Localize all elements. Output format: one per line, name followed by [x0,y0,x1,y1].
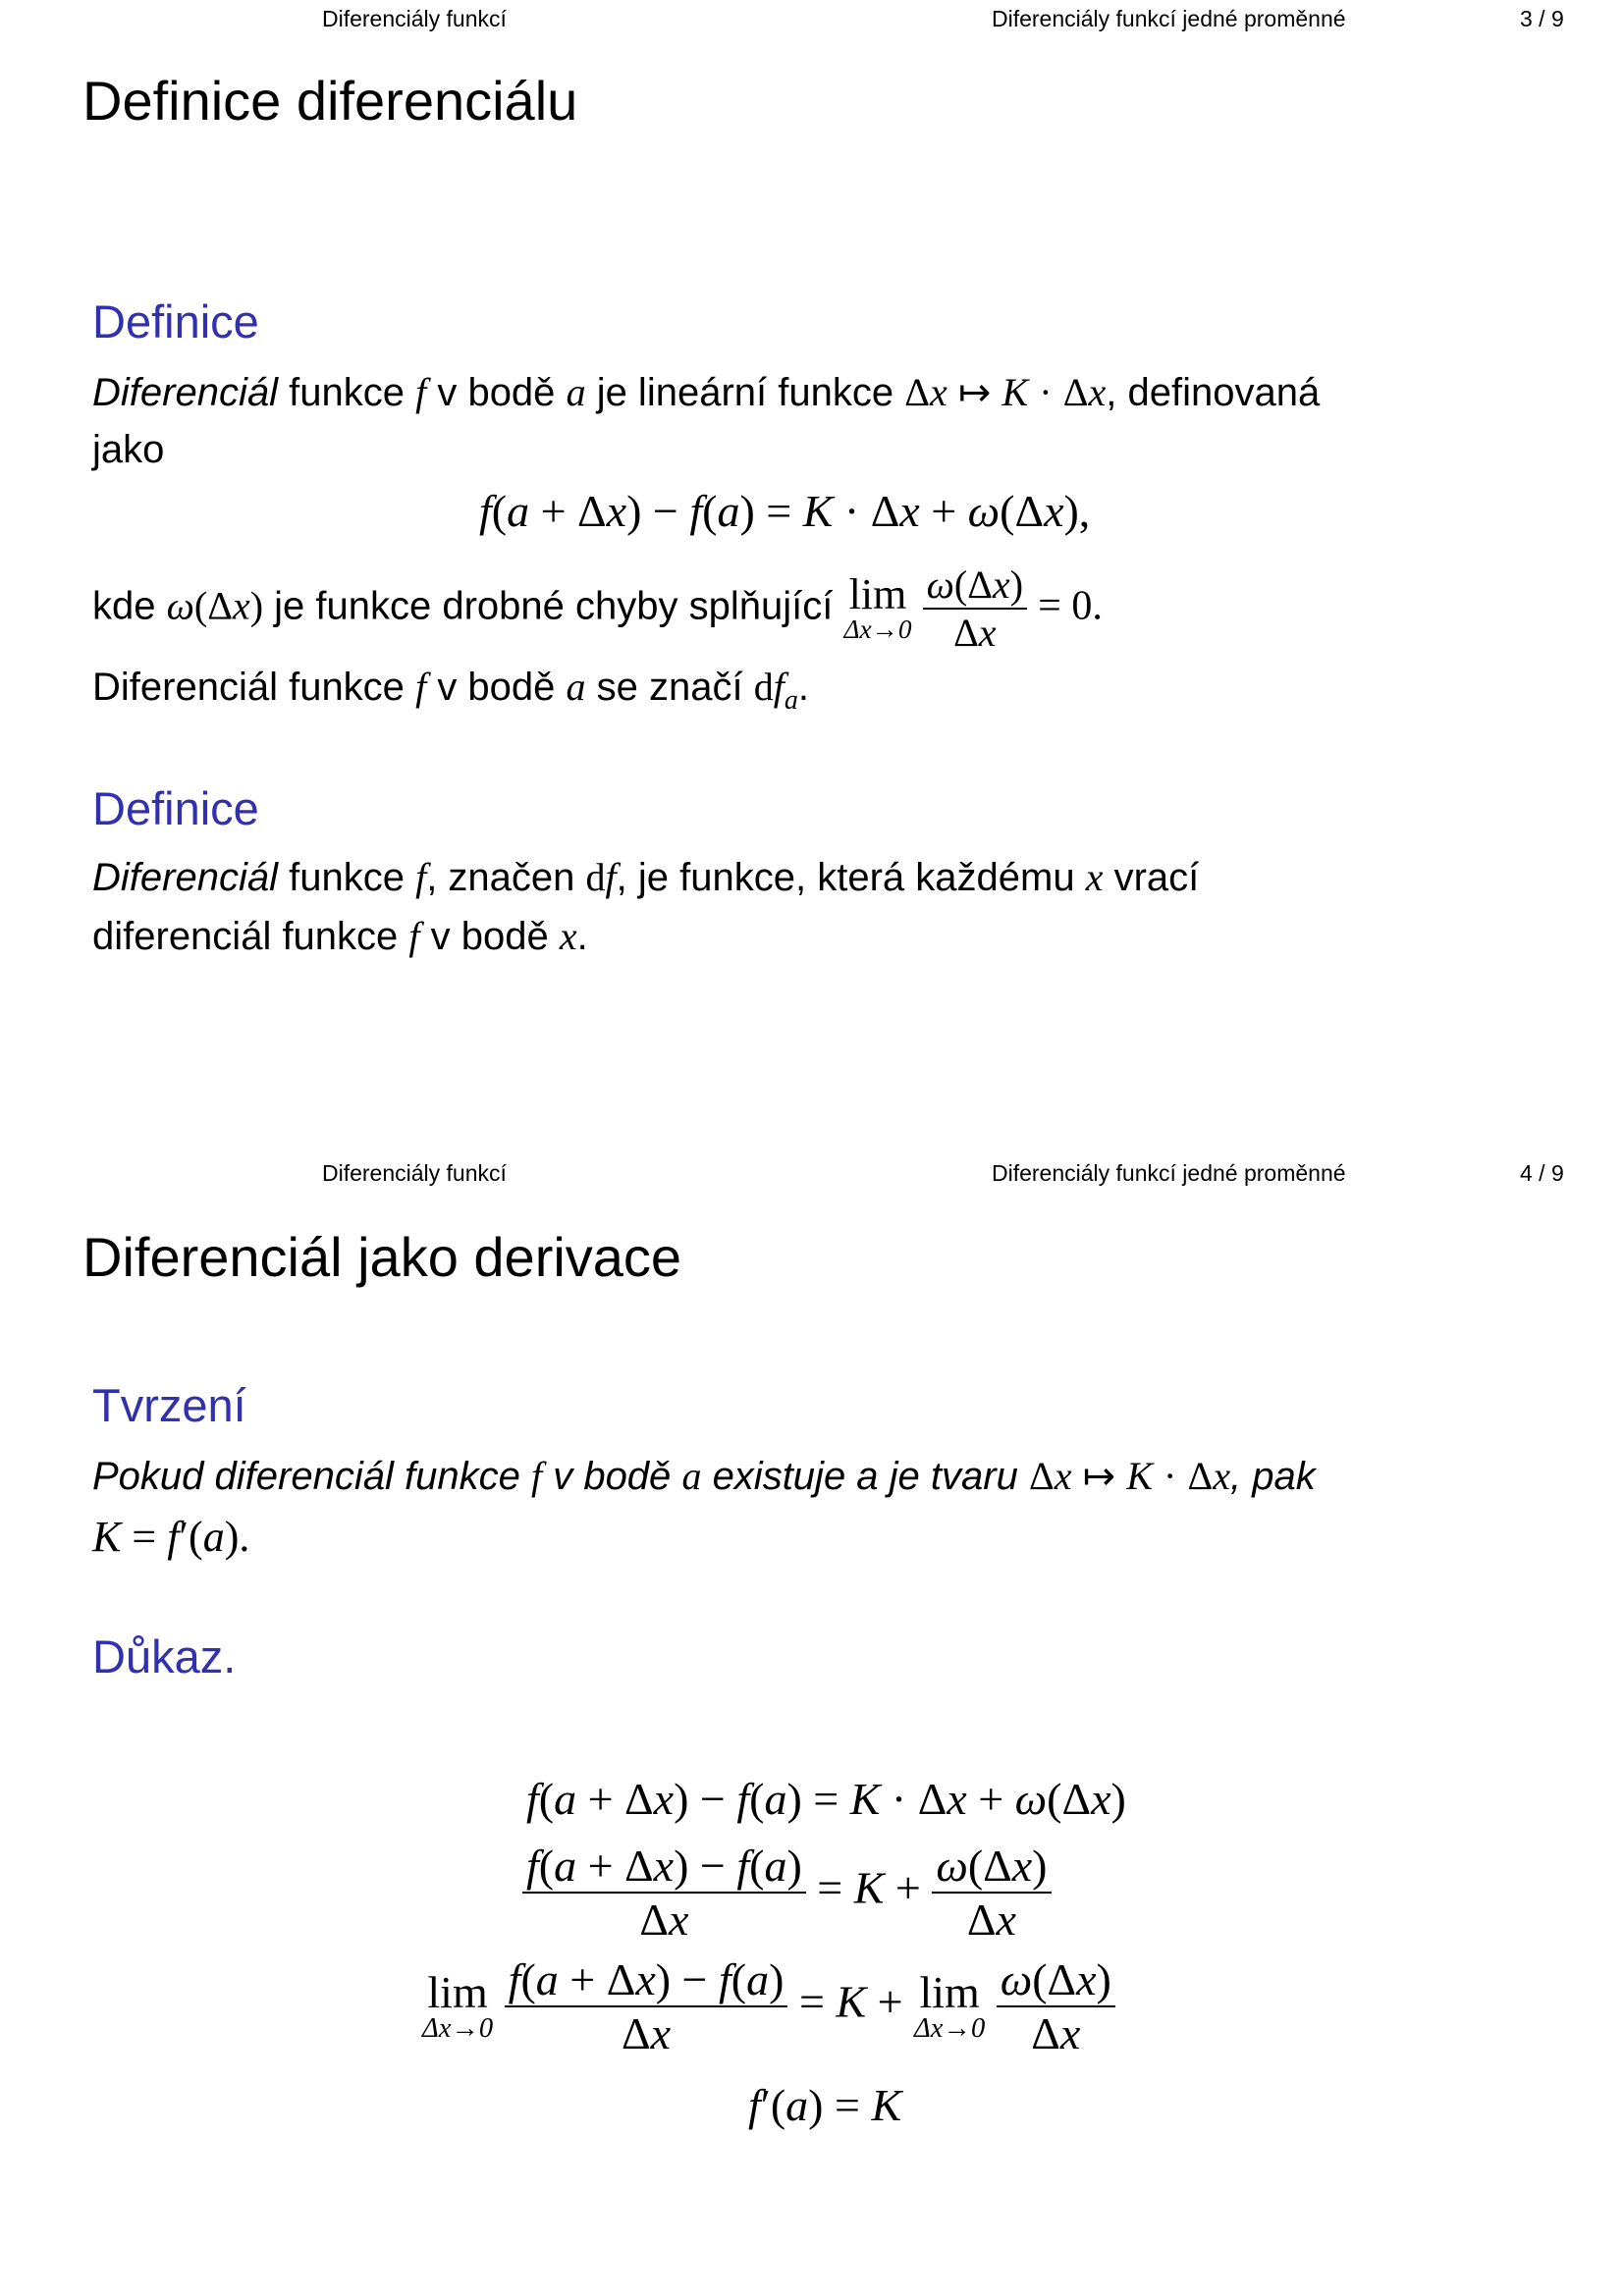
definition-heading: Definice [92,295,259,347]
page-title: Diferenciál jako derivace [82,1226,682,1288]
header-center: Diferenciály funkcí jedné proměnné [992,6,1346,31]
theorem-heading: Tvrzení [92,1379,246,1431]
definition-2-line-1: Diferenciál funkce f, značen df, je funkce, která každému x vrací [92,855,1200,899]
proof-heading: Důkaz. [92,1630,237,1682]
page-title: Definice diferenciálu [82,70,578,132]
proof-equation-4: f′(a) = K [748,2080,902,2130]
definition-2-line-2: diferenciál funkce f v bodě x. [92,914,588,958]
proof-equation-3: lim Δx→0 $\frac{f(a + \Delta x) - f(a)}{\Delta x}$ = K + lim Δx→0 $\frac{\omega(\Delta x)}{\Delta x}$ [422,1953,1115,2059]
definition-heading-2: Definice [92,782,259,834]
proof-equation-1: f(a + Δx) − f(a) = K · Δx + ω(Δx) [526,1774,1126,1824]
header-center: Diferenciály funkcí jedné proměnné [992,1160,1346,1186]
header-page-number: 4 / 9 [1520,1160,1564,1186]
definition-line-2: jako [92,428,165,471]
definition-error-line: kde ω(Δx) je funkce drobné chyby splňující lim Δx→0 $\frac{\omega(\Delta x)}{\Delta x}$ = 0. [92,562,1103,655]
definition-notation-line: Diferenciál funkce f v bodě a se značí $df_a$. [92,665,810,716]
header-left: Diferenciály funkcí [322,1160,507,1186]
theorem-line-2: K = f′(a). [92,1513,250,1561]
header-page-number: 3 / 9 [1520,6,1564,31]
theorem-line-1: Pokud diferenciál funkce f v bodě a existuje a je tvaru Δx ↦ K · Δx, pak [92,1454,1316,1498]
definition-equation: f(a + Δx) − f(a) = K · Δx + ω(Δx), [479,486,1091,536]
definition-line-1: Diferenciál funkce f v bodě a je lineární funkce Δx ↦ K · Δx, definovaná [92,370,1321,414]
header-left: Diferenciály funkcí [322,6,507,31]
proof-equation-2: $\frac{f(a + \Delta x) - f(a)}{\Delta x}$ = K + $\frac{\omega(\Delta x)}{\Delta x}$ [522,1840,1052,1946]
